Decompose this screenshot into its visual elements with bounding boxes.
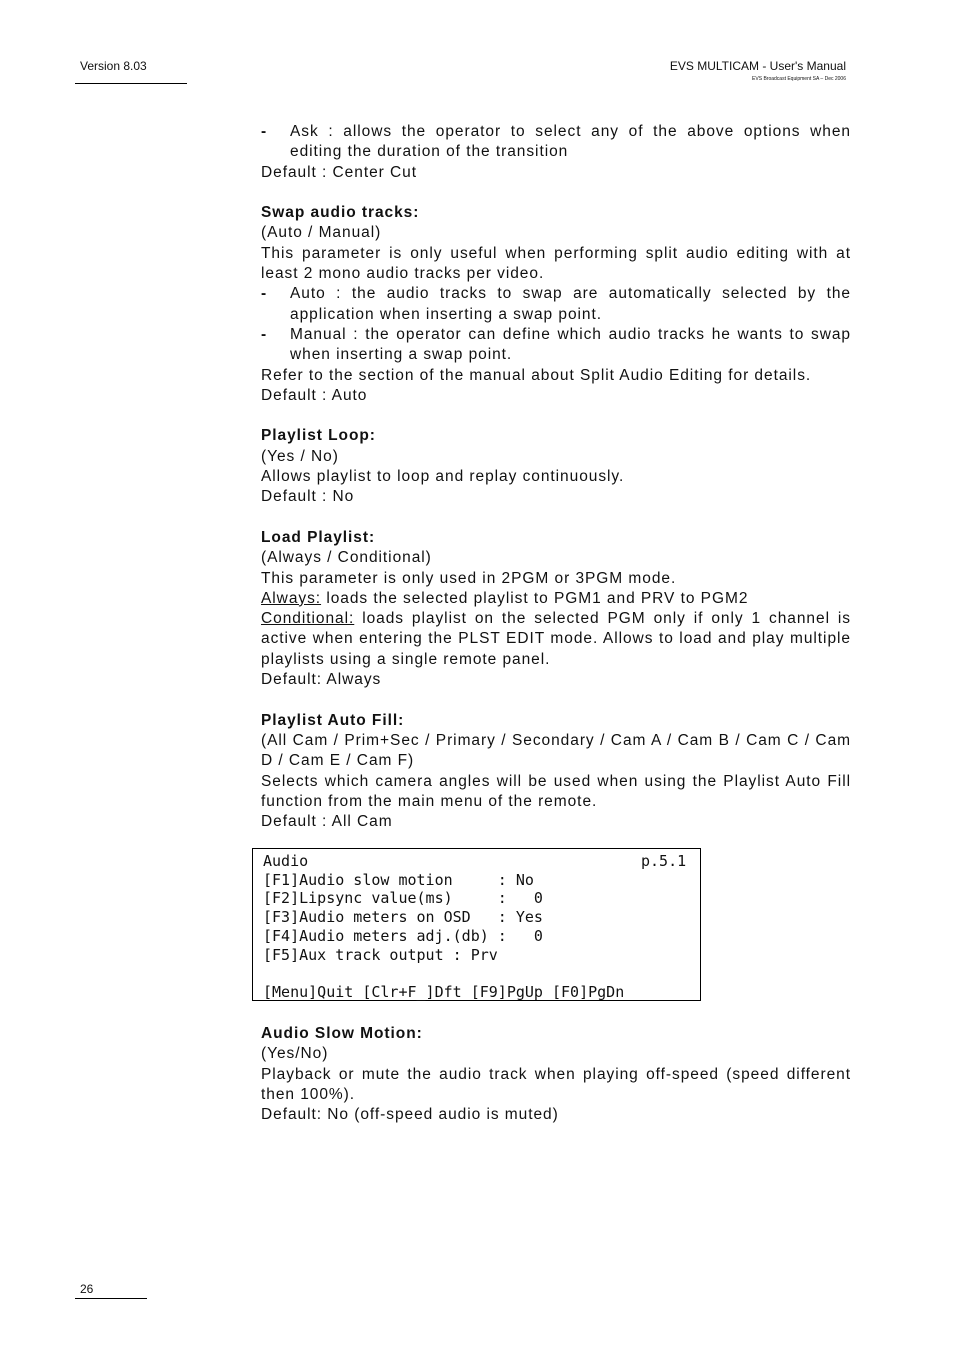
- bullet-dash: -: [261, 285, 268, 303]
- load-playlist-heading: Load Playlist:: [261, 528, 376, 546]
- header-version: Version 8.03: [80, 59, 147, 73]
- playlist-auto-fill-default: Default : All Cam: [261, 813, 393, 831]
- conditional-text: loads playlist on the selected PGM only if only 1 channel is active when entering the PLST EDIT mode. Allows to load and play multiple playlists using a single remote panel.: [261, 610, 851, 668]
- transition-default: Default : Center Cut: [261, 163, 417, 181]
- swap-audio-default: Default : Auto: [261, 386, 368, 404]
- audio-slow-motion-options: (Yes/No): [261, 1045, 329, 1063]
- always-label: Always:: [261, 589, 322, 607]
- load-playlist-default: Default: Always: [261, 671, 382, 689]
- conditional-label: Conditional:: [261, 610, 355, 628]
- swap-audio-bullet-auto: [261, 284, 851, 325]
- header-publisher: EVS Broadcast Equipment SA – Dec 2006: [752, 76, 846, 82]
- screen-title-row: [263, 852, 700, 871]
- playlist-loop-options: (Yes / No): [261, 447, 339, 465]
- page-body: [261, 122, 851, 832]
- load-playlist-conditional: [261, 609, 851, 670]
- playlist-auto-fill-desc: Selects which camera angles will be used when using the Playlist Auto Fill function from the main menu of the remote.: [261, 772, 851, 810]
- bullet-text: Manual : the operator can define which audio tracks he wants to swap when inserting a swap point.: [290, 325, 851, 364]
- screen-line-f2: [F2]Lipsync value(ms) : 0: [263, 889, 543, 908]
- playlist-loop-heading: Playlist Loop:: [261, 427, 376, 445]
- screen-footer: [Menu]Quit [Clr+F_]Dft [F9]PgUp [F0]PgDn: [263, 982, 625, 1001]
- audio-menu-screen: [252, 848, 701, 1001]
- page-number: 26: [80, 1282, 94, 1296]
- always-text: loads the selected playlist to PGM1 and PRV to PGM2: [321, 589, 749, 607]
- footer-rule: [75, 1298, 147, 1299]
- swap-audio-heading: Swap audio tracks:: [261, 204, 420, 222]
- audio-slow-motion-section: [261, 1024, 851, 1125]
- playlist-loop-default: Default : No: [261, 488, 355, 506]
- screen-line-f5: [F5]Aux track output : Prv: [263, 945, 498, 964]
- audio-slow-motion-desc: Playback or mute the audio track when playing off-speed (speed different then 100%).: [261, 1065, 851, 1103]
- screen-page: p.5.1: [641, 852, 687, 870]
- playlist-loop-desc: Allows playlist to loop and replay continuously.: [261, 468, 625, 486]
- screen-blank-line: [263, 964, 700, 983]
- load-playlist-desc: This parameter is only used in 2PGM or 3PGM mode.: [261, 569, 677, 587]
- audio-slow-motion-heading: Audio Slow Motion:: [261, 1025, 423, 1042]
- bullet-dash: -: [261, 325, 268, 343]
- screen-line-f1: [F1]Audio slow motion : No: [263, 870, 534, 889]
- screen-line-f3: [F3]Audio meters on OSD : Yes: [263, 908, 543, 927]
- playlist-auto-fill-heading: Playlist Auto Fill:: [261, 711, 405, 729]
- playlist-auto-fill-options: (All Cam / Prim+Sec / Primary / Secondary / Cam A / Cam B / Cam C / Cam D / Cam E / Cam F): [261, 731, 851, 770]
- load-playlist-options: (Always / Conditional): [261, 549, 432, 567]
- ask-bullet: [261, 122, 851, 163]
- bullet-text: Ask : allows the operator to select any of the above options when editing the duration of the transition: [290, 123, 851, 161]
- audio-slow-motion-default: Default: No (off-speed audio is muted): [261, 1106, 559, 1124]
- swap-audio-options: (Auto / Manual): [261, 224, 382, 242]
- header-manual-title: EVS MULTICAM - User's Manual: [669, 59, 846, 73]
- swap-audio-refer: Refer to the section of the manual about Split Audio Editing for details.: [261, 366, 812, 384]
- load-playlist-always: [261, 589, 851, 609]
- header-rule-left: [75, 83, 187, 84]
- swap-audio-bullet-manual: [261, 325, 851, 366]
- swap-audio-desc: This parameter is only useful when performing split audio editing with at least 2 mono audio tracks per video.: [261, 244, 851, 283]
- screen-title: Audio: [263, 852, 309, 870]
- bullet-text: Auto : the audio tracks to swap are automatically selected by the application when inserting a swap point.: [290, 285, 851, 323]
- bullet-dash: -: [261, 123, 268, 140]
- screen-line-f4: [F4]Audio meters adj.(db) : 0: [263, 926, 543, 945]
